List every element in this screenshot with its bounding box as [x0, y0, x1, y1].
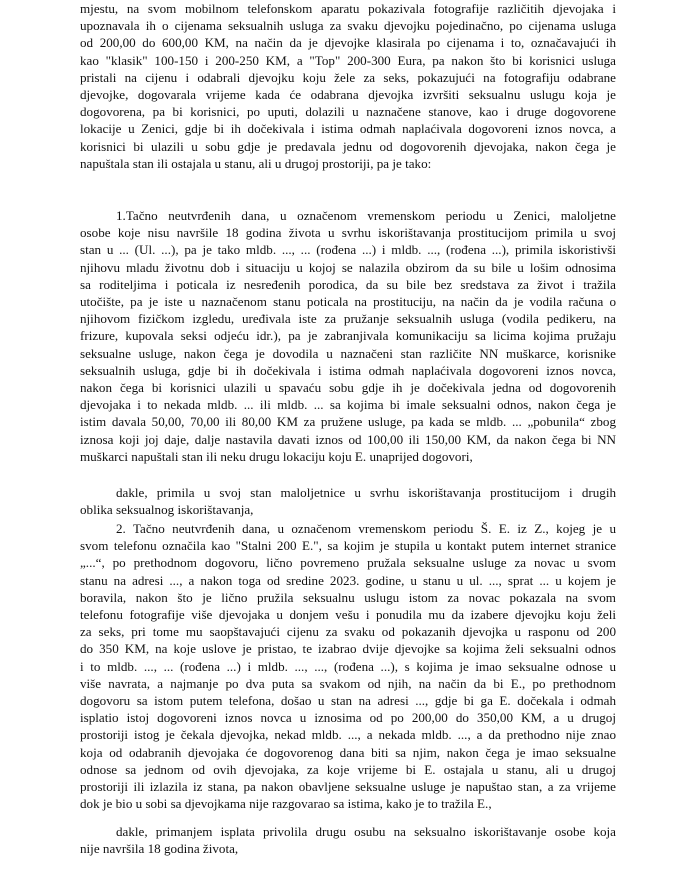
- text-line: nije navršila 18 godina života,: [80, 841, 239, 857]
- paragraph-conclusion-1: [80, 484, 616, 518]
- text-line: boravila, nakon što je lično pružila seksualnu uslugu istom za novac pokazala na svom: [80, 589, 616, 605]
- text-line: frizure, kupovala seksi odjeću idr.), pa je zabranjivala komunikaciju sa licima kojima pružaju: [80, 328, 616, 344]
- text-line: utočište, pa je iste u naznačenom stanu poticala na prostituciju, na način da je vodila računa o: [80, 294, 616, 310]
- text-line: seksualnih usluga, gdje bi ih dočekivala i istima odmah naplaćivala dogovoreni iznos novca,: [80, 362, 616, 378]
- text-line: dogovoru sa istom putem telefona, došao u stan na adresi ..., gdje bi ga E. dočekala i odmah: [80, 693, 616, 709]
- text-line: pristali na cijenu i odabrali djevojku koju žele za seks, pokazujući na fotografiju odabrane: [80, 69, 616, 85]
- text-line: prostoriji istog je čekala djevojka, nekad mldb. ..., a nekada mldb. ..., a da prethodno nije znao: [80, 727, 616, 743]
- text-line: kao "klasik" 100-150 i 200-250 KM, a "Top" 200-300 Eura, pa nakon što bi korisnici usluga: [80, 52, 616, 68]
- text-line: „...“, po prethodnom dogovoru, lično povremeno pružala seksualne usluge za novac u svom: [80, 555, 616, 571]
- text-line: dok je bio u sobi sa djevojkama nije razgovarao sa istima, kako je to tražila E.,: [80, 796, 492, 812]
- text-line: 1.Tačno neutvrđenih dana, u označenom vremenskom periodu u Zenici, maloljetne: [116, 208, 616, 223]
- text-line: seksualne usluge, nakon čega je dovodila u naznačeni stan različite NN muškarce, korisnike: [80, 345, 616, 361]
- text-line: istim davala 50,00, 70,00 ili 80,00 KM za pružene usluge, pa kada se mldb. ... „pobunila“ zbog: [80, 414, 616, 430]
- text-line: za seks, pri tome mu saopštavajući cijenu za svaku od pokazanih djevojka u rasponu od 200: [80, 624, 616, 640]
- text-line: korisnici bi ulazili u sobu gdje je predavala jednu od dogovorenih djevojaka, nakon čega je: [80, 138, 616, 154]
- text-line: osobe koje nisu navršile 18 godina života u svrhu iskorištavanja prostitucijom primila u svoj: [80, 225, 616, 241]
- paragraph-item-2: [80, 520, 616, 812]
- text-line: odnose sa jednom od ovih djevojaka, za koje vrijeme bi E. ostajala u stanu, ali u drugoj: [80, 761, 616, 777]
- text-line: stanu na adresi ..., a nakon toga od sredine 2023. godine, u stanu u ul. ..., sprat ... u kojem je: [80, 572, 616, 588]
- text-line: muškarci napuštali stan ili neku drugu lokaciju koju E. unaprijed dogovori,: [80, 448, 473, 464]
- text-line: više navrata, a najmanje po dva puta sa svakom od njih, na način da bi E., po prethodnom: [80, 675, 616, 691]
- text-line: djevojke, dogovarala vrijeme kada će odabrana djevojka izvršiti seksualnu uslugu koja je: [80, 87, 616, 103]
- paragraph-conclusion-2: [80, 823, 616, 857]
- text-line: stan u ... (Ul. ...), pa je tako mldb. ..., ... (rođena ...) i mldb. ..., (rođena ...), primila iskoristivši: [80, 242, 616, 258]
- text-line: i to mldb. ..., ... (rođena ...) i mldb. ..., ..., (rođena ...), s kojima je imao seksualne odnose u: [80, 658, 616, 674]
- text-line: dakle, primila u svoj stan maloljetnice u svrhu iskorištavanja prostitucijom i drugih: [116, 485, 616, 500]
- text-line: oblika seksualnog iskorištavanja,: [80, 502, 254, 518]
- text-line: od 200,00 do 600,00 KM, na način da je djevojke klasirala po cijenama i to, označavajući ih: [80, 35, 616, 51]
- text-line: upoznavala ih o cijenama seksualnih usluga za svaku djevojku pojedinačno, po cijenama usluga: [80, 18, 616, 34]
- text-line: 2. Tačno neutvrđenih dana, u označenom vremenskom periodu Š. E. iz Z., kojeg je u: [116, 521, 616, 536]
- paragraph-intro: [80, 0, 616, 172]
- text-line: njihovu mladu životnu dob i situaciju u kojoj se nalazila obzirom da su bile u lošim odnosima: [80, 259, 616, 275]
- text-line: mjestu, na svom mobilnom telefonskom aparatu pokazivala fotografije različitih djevojaka i: [80, 1, 616, 16]
- text-line: djevojaka i to nekada mldb. ... ili mldb. ... sa kojima bi imale seksualni odnos, nakon čega je: [80, 397, 616, 413]
- text-line: iznosa koji joj daje, dalje nastavila davati iznos od 100,00 ili 150,00 KM, da nakon čega bi NN: [80, 431, 616, 447]
- text-line: isplatio istoj dogovoreni iznos novca u iznosima od po 200,00 do 350,00 KM, a u drugoj: [80, 710, 616, 726]
- text-line: sa roditeljima i poticala iz nesređenih porodica, da su bile bez sredstava za život i tražila: [80, 276, 616, 292]
- text-line: prostoriji ili izlazila iz stana, pa nakon obavljene seksualne usluge je napuštao stan, a za vrijeme: [80, 779, 616, 795]
- text-line: do 350 KM, na koje uslove je pristao, te izabrao dvije djevojke sa kojima želi seksualni odnos: [80, 641, 616, 657]
- text-line: lokacije u Zenici, gdje bi ih dočekivala i istima odmah naplaćivala dogovoreni iznos novca, a: [80, 121, 616, 137]
- text-line: koja od odabranih djevojaka će dogovorenog dana biti sa njim, nakon čega je imao seksualne: [80, 744, 616, 760]
- text-line: svom telefonu označila kao "Stalni 200 E.", sa kojim je stupila u kontakt putem internet stranice: [80, 538, 616, 554]
- paragraph-item-1: [80, 207, 616, 465]
- text-line: dakle, primanjem isplata privolila drugu osubu na seksualno iskorištavanje osobe koja: [116, 824, 616, 839]
- text-line: nakon čega bi korisnici ulazili u spavaću sobu gdje ih je dočekivala jedna od dogovorenih: [80, 380, 616, 396]
- text-line: dogovorena, pa bi korisnici, po uputi, dolazili u naznačene stanove, kao i druge dogovorene: [80, 104, 616, 120]
- text-line: njihovom fizičkom izgledu, uređivala iste za pružanje seksualnih usluga (vodila pedikeru, na: [80, 311, 616, 327]
- text-line: napuštala stan ili ostajala u stanu, ali u drugoj prostoriji, pa je tako:: [80, 155, 432, 171]
- text-line: telefonu fotografije više djevojaka u donjem vešu i ponudila mu da izabere djevojku koju želi: [80, 607, 616, 623]
